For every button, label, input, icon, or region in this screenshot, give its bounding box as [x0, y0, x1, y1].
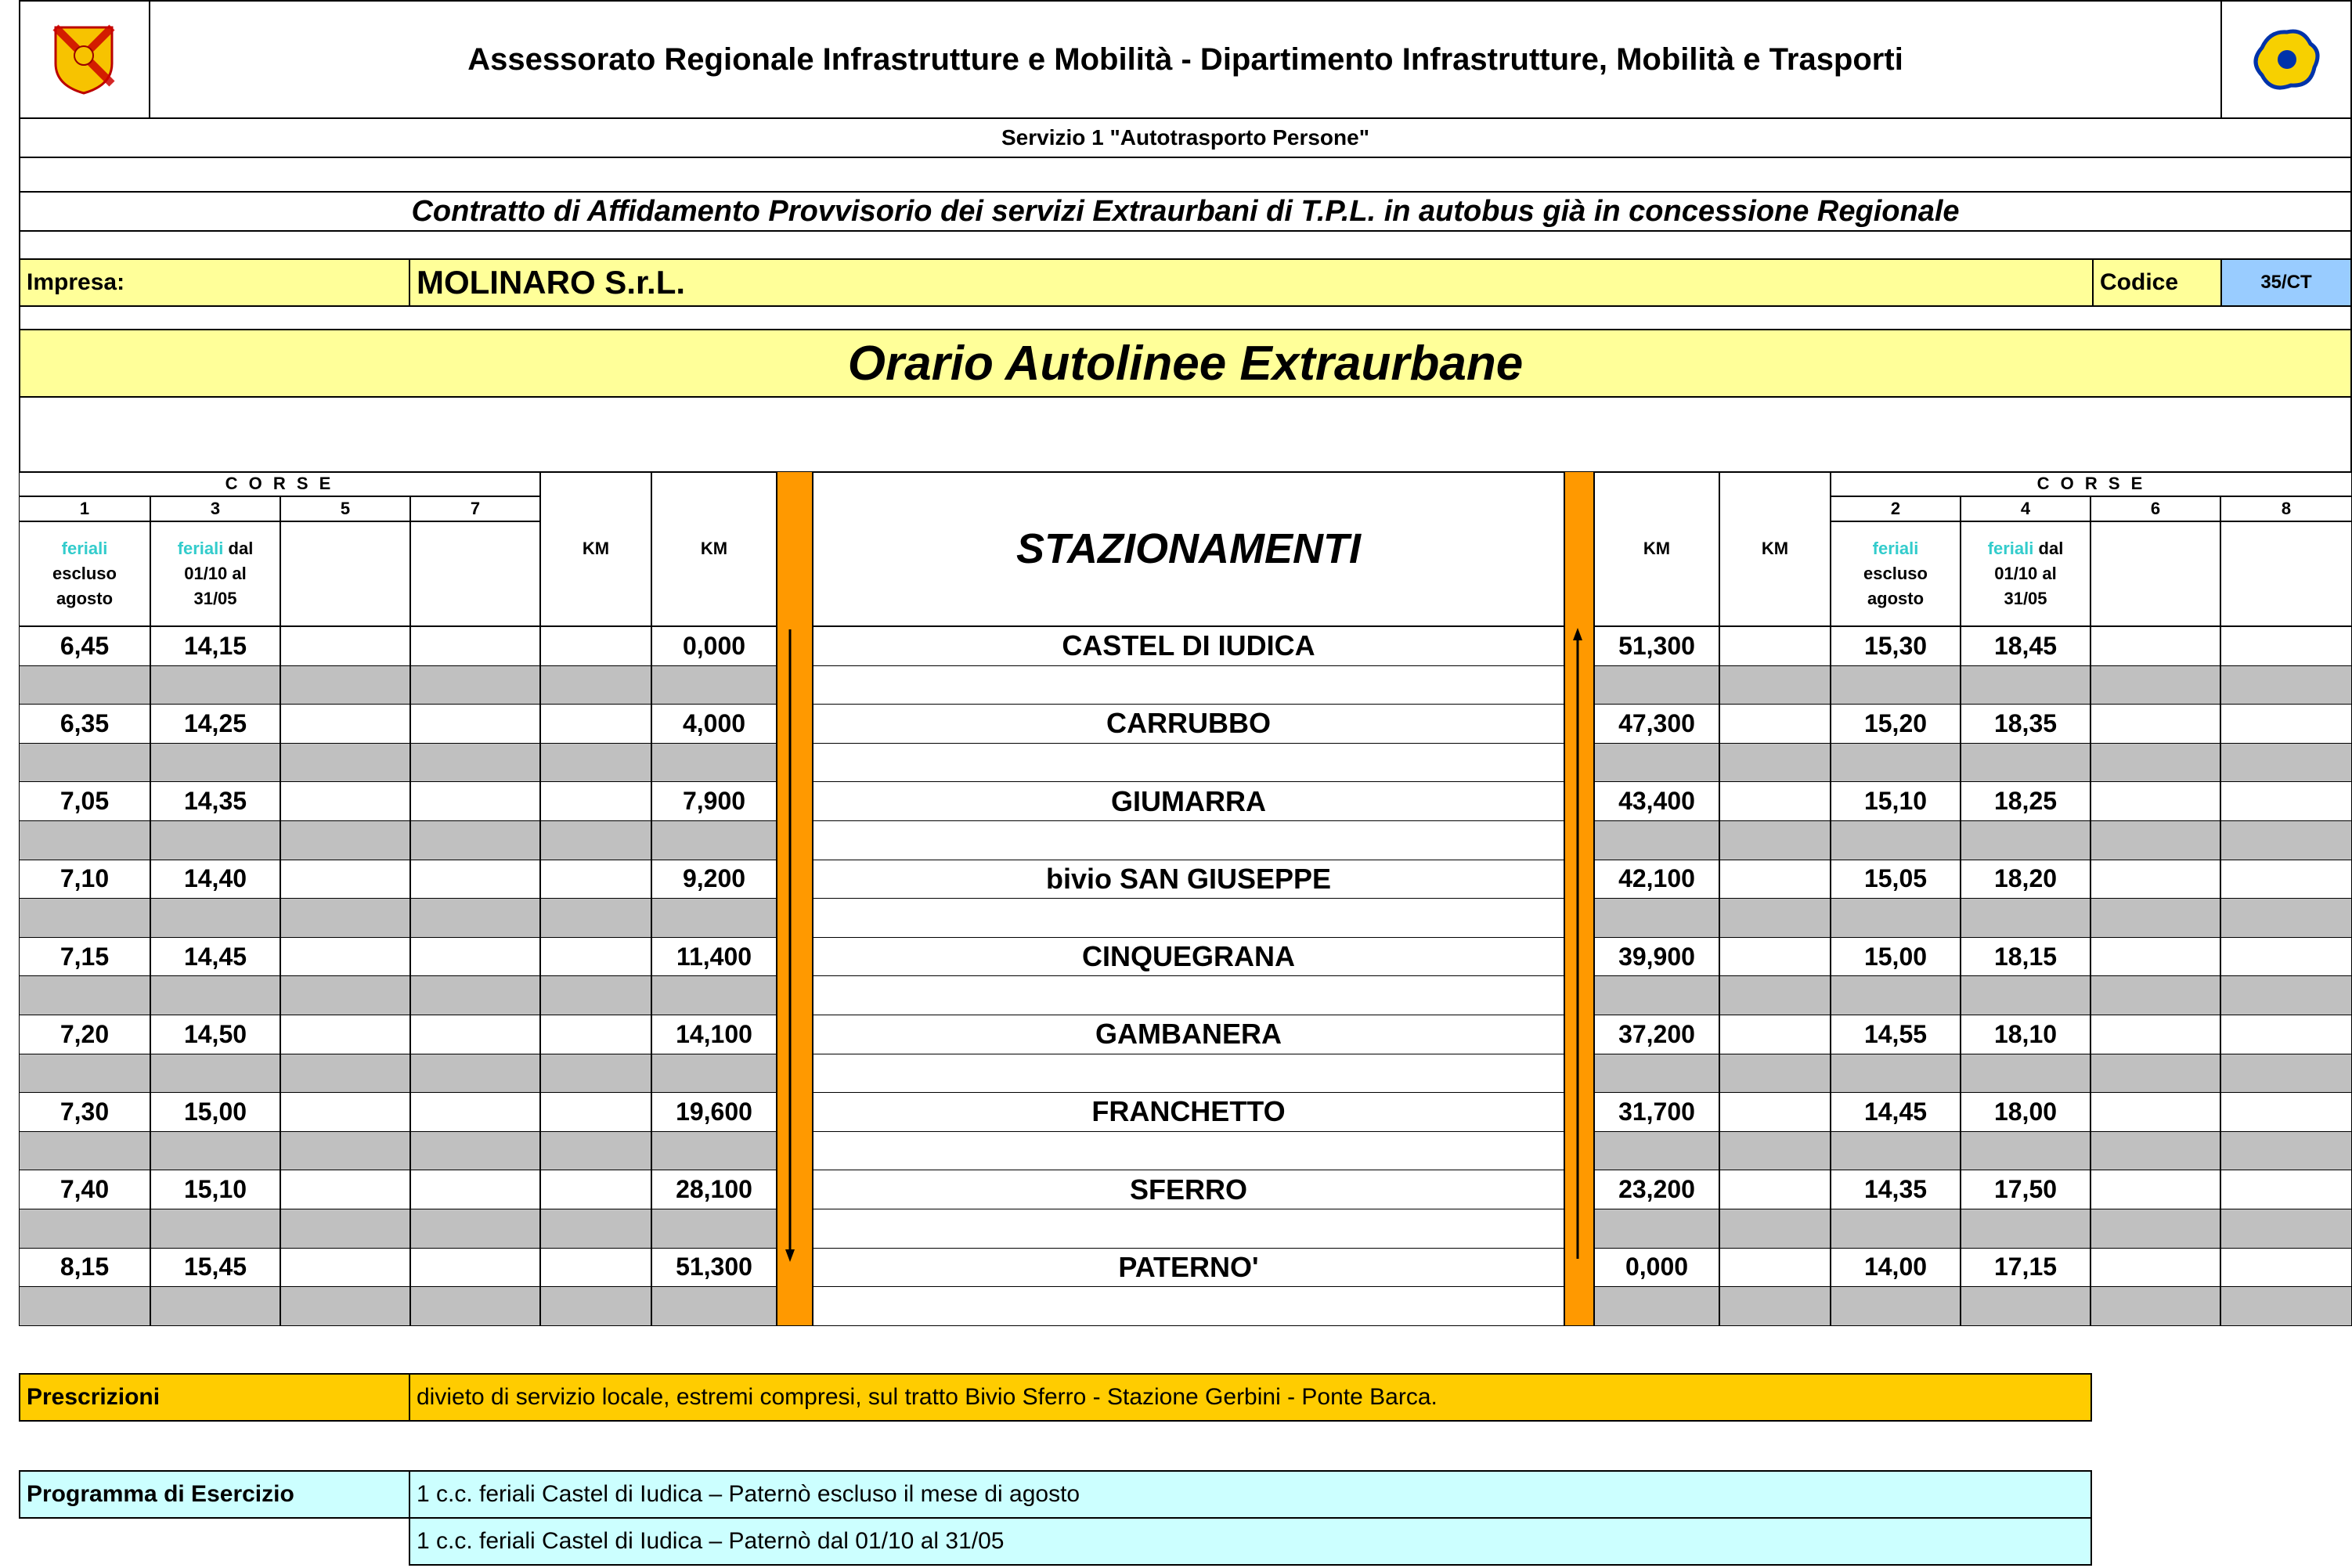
- separator-cell: [2090, 1286, 2220, 1326]
- separator-cell: [1719, 898, 1831, 938]
- separator-cell: [2090, 1131, 2220, 1171]
- run-4-time: 18,15: [1961, 937, 2090, 977]
- run-4-number: 4: [1961, 496, 2090, 521]
- run-2-time: 15,30: [1831, 626, 1961, 666]
- run-1-time: 6,45: [19, 626, 150, 666]
- run-1-time: 7,20: [19, 1015, 150, 1054]
- empty-cell: [540, 1248, 651, 1288]
- separator-cell: [1961, 820, 2090, 860]
- run-8-number: 8: [2220, 496, 2352, 521]
- separator-cell: [1594, 743, 1719, 783]
- spacer: [19, 230, 2352, 260]
- run-2-time: 14,35: [1831, 1170, 1961, 1209]
- run-2-time: 14,00: [1831, 1248, 1961, 1288]
- separator-cell: [280, 1209, 410, 1249]
- note-period: 01/10 al 31/05: [1994, 564, 2057, 608]
- note-dal: dal: [2038, 539, 2064, 558]
- separator-cell: [2220, 820, 2352, 860]
- separator-cell: [150, 1131, 280, 1171]
- km-header-right-2: KM: [1719, 471, 1831, 626]
- note-escluso: escluso agosto: [1863, 564, 1928, 608]
- km-outbound: 28,100: [651, 1170, 777, 1209]
- note-escluso: escluso agosto: [52, 564, 117, 608]
- separator-cell: [150, 820, 280, 860]
- run-1-number: 1: [19, 496, 150, 521]
- run-3-time: 14,25: [150, 704, 280, 744]
- run-4-time: 18,35: [1961, 704, 2090, 744]
- run-4-time: 18,25: [1961, 781, 2090, 821]
- run-1-time: 7,10: [19, 860, 150, 899]
- empty-cell: [280, 1170, 410, 1209]
- run-4-time: 17,15: [1961, 1248, 2090, 1288]
- separator-cell: [540, 1286, 651, 1326]
- separator-cell: [1831, 665, 1961, 705]
- separator-cell: [2090, 665, 2220, 705]
- run-1-time: 6,35: [19, 704, 150, 744]
- right-corse-label: C O R S E: [1831, 471, 2352, 496]
- down-arrow-icon: [777, 626, 813, 1326]
- empty-cell: [280, 704, 410, 744]
- separator-cell: [2090, 743, 2220, 783]
- separator-cell: [1719, 743, 1831, 783]
- km-outbound: 51,300: [651, 1248, 777, 1288]
- page-title: Assessorato Regionale Infrastrutture e Mobilità - Dipartimento Infrastrutture, Mobilità e Trasporti: [467, 41, 1903, 77]
- separator-cell: [410, 820, 540, 860]
- separator-cell: [1594, 820, 1719, 860]
- sicily-trinacria-logo-icon: [2248, 24, 2326, 95]
- empty-cell: [2090, 704, 2220, 744]
- empty-cell: [1719, 1015, 1831, 1054]
- separator-cell: [1594, 1131, 1719, 1171]
- separator-cell: [540, 1131, 651, 1171]
- company-code: 35/CT: [2220, 258, 2352, 307]
- company-name: MOLINARO S.r.L.: [409, 258, 2094, 307]
- separator-cell: [1831, 1286, 1961, 1326]
- separator-cell: [1594, 665, 1719, 705]
- station-name: CINQUEGRANA: [813, 937, 1564, 977]
- separator-cell: [410, 898, 540, 938]
- run-1-note: [19, 521, 150, 626]
- empty-cell: [2090, 781, 2220, 821]
- separator-cell: [1594, 898, 1719, 938]
- separator-cell: [150, 898, 280, 938]
- separator-cell: [19, 1209, 150, 1249]
- separator-cell: [540, 820, 651, 860]
- empty-cell: [410, 704, 540, 744]
- separator-cell: [1961, 665, 2090, 705]
- separator-cell: [540, 665, 651, 705]
- separator-cell: [1961, 1131, 2090, 1171]
- separator-cell: [1961, 1209, 2090, 1249]
- empty-cell: [540, 1092, 651, 1132]
- empty-cell: [410, 1015, 540, 1054]
- empty-cell: [410, 937, 540, 977]
- separator-cell: [813, 1054, 1564, 1094]
- separator-cell: [2220, 1209, 2352, 1249]
- separator-cell: [1961, 898, 2090, 938]
- separator-cell: [150, 1054, 280, 1094]
- separator-cell: [540, 743, 651, 783]
- separator-cell: [280, 975, 410, 1015]
- run-6-note: [2090, 521, 2220, 626]
- run-1-time: 7,40: [19, 1170, 150, 1209]
- empty-cell: [540, 1015, 651, 1054]
- separator-cell: [19, 665, 150, 705]
- separator-cell: [813, 975, 1564, 1015]
- km-outbound: 9,200: [651, 860, 777, 899]
- separator-cell: [2220, 1131, 2352, 1171]
- trinacria-logo: [2220, 0, 2352, 119]
- run-4-time: 18,45: [1961, 626, 2090, 666]
- run-6-number: 6: [2090, 496, 2220, 521]
- separator-cell: [280, 898, 410, 938]
- separator-cell: [280, 743, 410, 783]
- separator-cell: [1719, 1286, 1831, 1326]
- separator-cell: [540, 1054, 651, 1094]
- separator-cell: [19, 975, 150, 1015]
- run-7-note: [410, 521, 540, 626]
- separator-cell: [280, 1131, 410, 1171]
- empty-cell: [2090, 1248, 2220, 1288]
- separator-cell: [1831, 1131, 1961, 1171]
- separator-cell: [1961, 743, 2090, 783]
- empty-cell: [1719, 626, 1831, 666]
- separator-cell: [1719, 1054, 1831, 1094]
- separator-cell: [1594, 975, 1719, 1015]
- separator-cell: [410, 1209, 540, 1249]
- separator-cell: [150, 1286, 280, 1326]
- service-label: Servizio 1 "Autotrasporto Persone": [19, 117, 2352, 158]
- separator-cell: [280, 820, 410, 860]
- separator-cell: [651, 975, 777, 1015]
- run-2-note: [1831, 521, 1961, 626]
- empty-cell: [2220, 1248, 2352, 1288]
- separator-cell: [813, 743, 1564, 783]
- code-label: Codice: [2092, 258, 2222, 307]
- empty-cell: [540, 781, 651, 821]
- separator-cell: [2090, 820, 2220, 860]
- empty-cell: [2220, 781, 2352, 821]
- empty-cell: [410, 626, 540, 666]
- empty-cell: [540, 860, 651, 899]
- note-feriali: feriali: [61, 539, 108, 558]
- km-outbound: 19,600: [651, 1092, 777, 1132]
- separator-cell: [19, 898, 150, 938]
- separator-cell: [1719, 975, 1831, 1015]
- separator-cell: [540, 1209, 651, 1249]
- station-name: CASTEL DI IUDICA: [813, 626, 1564, 666]
- separator-cell: [2090, 1209, 2220, 1249]
- run-3-time: 14,40: [150, 860, 280, 899]
- separator-cell: [2090, 1054, 2220, 1094]
- separator-cell: [2220, 1054, 2352, 1094]
- note-feriali: feriali: [1987, 539, 2034, 558]
- station-name: CARRUBBO: [813, 704, 1564, 744]
- separator-cell: [19, 1054, 150, 1094]
- run-3-number: 3: [150, 496, 280, 521]
- empty-cell: [1719, 1170, 1831, 1209]
- separator-cell: [1831, 1054, 1961, 1094]
- prescrizioni-label: Prescrizioni: [19, 1373, 410, 1422]
- separator-cell: [1719, 1131, 1831, 1171]
- empty-cell: [2090, 1170, 2220, 1209]
- run-3-time: 14,50: [150, 1015, 280, 1054]
- separator-cell: [813, 1131, 1564, 1171]
- separator-cell: [1719, 1209, 1831, 1249]
- separator-cell: [813, 820, 1564, 860]
- separator-cell: [410, 743, 540, 783]
- left-corse-label: C O R S E: [19, 471, 540, 496]
- separator-cell: [651, 743, 777, 783]
- separator-cell: [150, 1209, 280, 1249]
- empty-cell: [1719, 937, 1831, 977]
- separator-cell: [813, 1209, 1564, 1249]
- km-outbound: 7,900: [651, 781, 777, 821]
- empty-cell: [410, 860, 540, 899]
- km-outbound: 0,000: [651, 626, 777, 666]
- separator-cell: [2220, 975, 2352, 1015]
- note-dal: dal: [228, 539, 254, 558]
- separator-cell: [651, 1286, 777, 1326]
- empty-cell: [2090, 1092, 2220, 1132]
- empty-cell: [2090, 860, 2220, 899]
- empty-cell: [410, 781, 540, 821]
- separator-cell: [2090, 975, 2220, 1015]
- separator-cell: [2220, 665, 2352, 705]
- programma-label: Programma di Esercizio: [19, 1470, 410, 1519]
- empty-cell: [280, 781, 410, 821]
- empty-cell: [2220, 626, 2352, 666]
- run-8-note: [2220, 521, 2352, 626]
- km-outbound: 4,000: [651, 704, 777, 744]
- separator-cell: [1719, 820, 1831, 860]
- separator-cell: [651, 1131, 777, 1171]
- spacer: [19, 305, 2352, 330]
- run-2-time: 15,10: [1831, 781, 1961, 821]
- empty-cell: [1719, 1248, 1831, 1288]
- km-outbound: 11,400: [651, 937, 777, 977]
- programma-line-2: 1 c.c. feriali Castel di Iudica – Paternò dal 01/10 al 31/05: [409, 1517, 2092, 1566]
- separator-cell: [19, 743, 150, 783]
- station-name: PATERNO': [813, 1248, 1564, 1288]
- run-1-time: 7,15: [19, 937, 150, 977]
- run-1-time: 7,05: [19, 781, 150, 821]
- separator-cell: [1594, 1054, 1719, 1094]
- separator-cell: [1594, 1209, 1719, 1249]
- station-name: FRANCHETTO: [813, 1092, 1564, 1132]
- separator-cell: [651, 1209, 777, 1249]
- empty-cell: [2220, 704, 2352, 744]
- empty-cell: [2220, 937, 2352, 977]
- km-return: 39,900: [1594, 937, 1719, 977]
- empty-cell: [2220, 860, 2352, 899]
- separator-cell: [813, 1286, 1564, 1326]
- run-3-note: [150, 521, 280, 626]
- separator-cell: [150, 665, 280, 705]
- empty-cell: [410, 1248, 540, 1288]
- run-4-time: 18,10: [1961, 1015, 2090, 1054]
- km-header-right-1: KM: [1594, 471, 1719, 626]
- region-emblem: [19, 0, 150, 119]
- run-4-time: 17,50: [1961, 1170, 2090, 1209]
- empty-cell: [2220, 1092, 2352, 1132]
- up-arrow-icon: [1564, 626, 1594, 1326]
- run-2-time: 15,05: [1831, 860, 1961, 899]
- contract-title: Contratto di Affidamento Provvisorio dei servizi Extraurbani di T.P.L. in autobus già in concessione Regionale: [19, 191, 2352, 232]
- separator-cell: [1961, 1286, 2090, 1326]
- run-3-time: 15,00: [150, 1092, 280, 1132]
- empty-row: [19, 157, 2352, 193]
- km-return: 42,100: [1594, 860, 1719, 899]
- separator-cell: [2220, 743, 2352, 783]
- separator-cell: [1961, 1054, 2090, 1094]
- separator-cell: [2220, 1286, 2352, 1326]
- station-name: GAMBANERA: [813, 1015, 1564, 1054]
- separator-cell: [410, 665, 540, 705]
- empty-cell: [280, 1092, 410, 1132]
- run-3-time: 14,35: [150, 781, 280, 821]
- programma-line-1: 1 c.c. feriali Castel di Iudica – Paternò escluso il mese di agosto: [409, 1470, 2092, 1519]
- separator-cell: [651, 1054, 777, 1094]
- separator-cell: [150, 743, 280, 783]
- separator-cell: [150, 975, 280, 1015]
- separator-cell: [651, 665, 777, 705]
- separator-cell: [280, 1286, 410, 1326]
- note-period: 01/10 al 31/05: [184, 564, 247, 608]
- run-3-time: 14,45: [150, 937, 280, 977]
- separator-cell: [813, 665, 1564, 705]
- separator-cell: [19, 820, 150, 860]
- separator-cell: [19, 1286, 150, 1326]
- separator-cell: [2220, 898, 2352, 938]
- station-name: SFERRO: [813, 1170, 1564, 1209]
- station-name: bivio SAN GIUSEPPE: [813, 860, 1564, 899]
- empty-cell: [540, 626, 651, 666]
- empty-cell: [1719, 1092, 1831, 1132]
- run-2-number: 2: [1831, 496, 1961, 521]
- empty-cell: [2090, 1015, 2220, 1054]
- empty-cell: [2090, 937, 2220, 977]
- separator-cell: [1594, 1286, 1719, 1326]
- empty-cell: [2090, 626, 2220, 666]
- stations-header: STAZIONAMENTI: [813, 471, 1564, 626]
- run-4-note: [1961, 521, 2090, 626]
- station-name: GIUMARRA: [813, 781, 1564, 821]
- empty-cell: [540, 704, 651, 744]
- run-2-time: 15,20: [1831, 704, 1961, 744]
- km-return: 47,300: [1594, 704, 1719, 744]
- separator-cell: [1831, 820, 1961, 860]
- km-return: 0,000: [1594, 1248, 1719, 1288]
- run-3-time: 15,45: [150, 1248, 280, 1288]
- run-1-time: 8,15: [19, 1248, 150, 1288]
- separator-cell: [2090, 898, 2220, 938]
- sicily-region-emblem-icon: [52, 24, 115, 95]
- empty-cell: [2220, 1015, 2352, 1054]
- empty-cell: [280, 1248, 410, 1288]
- separator-cell: [410, 1054, 540, 1094]
- separator-cell: [1831, 975, 1961, 1015]
- km-return: 43,400: [1594, 781, 1719, 821]
- empty-cell: [540, 1170, 651, 1209]
- empty-cell: [280, 937, 410, 977]
- run-3-time: 14,15: [150, 626, 280, 666]
- run-5-number: 5: [280, 496, 410, 521]
- separator-cell: [1831, 898, 1961, 938]
- separator-cell: [1831, 1209, 1961, 1249]
- separator-cell: [410, 1286, 540, 1326]
- empty-cell: [280, 860, 410, 899]
- km-outbound: 14,100: [651, 1015, 777, 1054]
- empty-cell: [410, 1170, 540, 1209]
- empty-cell: [280, 626, 410, 666]
- km-return: 37,200: [1594, 1015, 1719, 1054]
- run-1-time: 7,30: [19, 1092, 150, 1132]
- run-4-time: 18,20: [1961, 860, 2090, 899]
- run-2-time: 15,00: [1831, 937, 1961, 977]
- separator-cell: [540, 975, 651, 1015]
- empty-cell: [1719, 781, 1831, 821]
- separator-cell: [1719, 665, 1831, 705]
- separator-cell: [651, 820, 777, 860]
- run-5-note: [280, 521, 410, 626]
- separator-cell: [1831, 743, 1961, 783]
- note-feriali: feriali: [177, 539, 224, 558]
- run-3-time: 15,10: [150, 1170, 280, 1209]
- separator-cell: [410, 975, 540, 1015]
- empty-cell: [1719, 860, 1831, 899]
- prescrizioni-text: divieto di servizio locale, estremi compresi, sul tratto Bivio Sferro - Stazione Gerbini - Ponte Barca.: [409, 1373, 2092, 1422]
- timetable-title: Orario Autolinee Extraurbane: [19, 329, 2352, 398]
- separator-cell: [19, 1131, 150, 1171]
- empty-cell: [540, 937, 651, 977]
- empty-cell: [1719, 704, 1831, 744]
- empty-cell: [410, 1092, 540, 1132]
- note-feriali: feriali: [1872, 539, 1919, 558]
- run-4-time: 18,00: [1961, 1092, 2090, 1132]
- spacer: [19, 396, 2352, 473]
- separator-cell: [1961, 975, 2090, 1015]
- company-label: Impresa:: [19, 258, 410, 307]
- separator-cell: [651, 898, 777, 938]
- run-2-time: 14,55: [1831, 1015, 1961, 1054]
- km-return: 31,700: [1594, 1092, 1719, 1132]
- empty-cell: [280, 1015, 410, 1054]
- km-header-left-2: KM: [651, 471, 777, 626]
- separator-cell: [280, 1054, 410, 1094]
- km-return: 23,200: [1594, 1170, 1719, 1209]
- separator-cell: [280, 665, 410, 705]
- km-header-left-1: KM: [540, 471, 651, 626]
- separator-cell: [540, 898, 651, 938]
- separator-cell: [813, 898, 1564, 938]
- run-2-time: 14,45: [1831, 1092, 1961, 1132]
- empty-cell: [2220, 1170, 2352, 1209]
- run-7-number: 7: [410, 496, 540, 521]
- separator-cell: [410, 1131, 540, 1171]
- km-return: 51,300: [1594, 626, 1719, 666]
